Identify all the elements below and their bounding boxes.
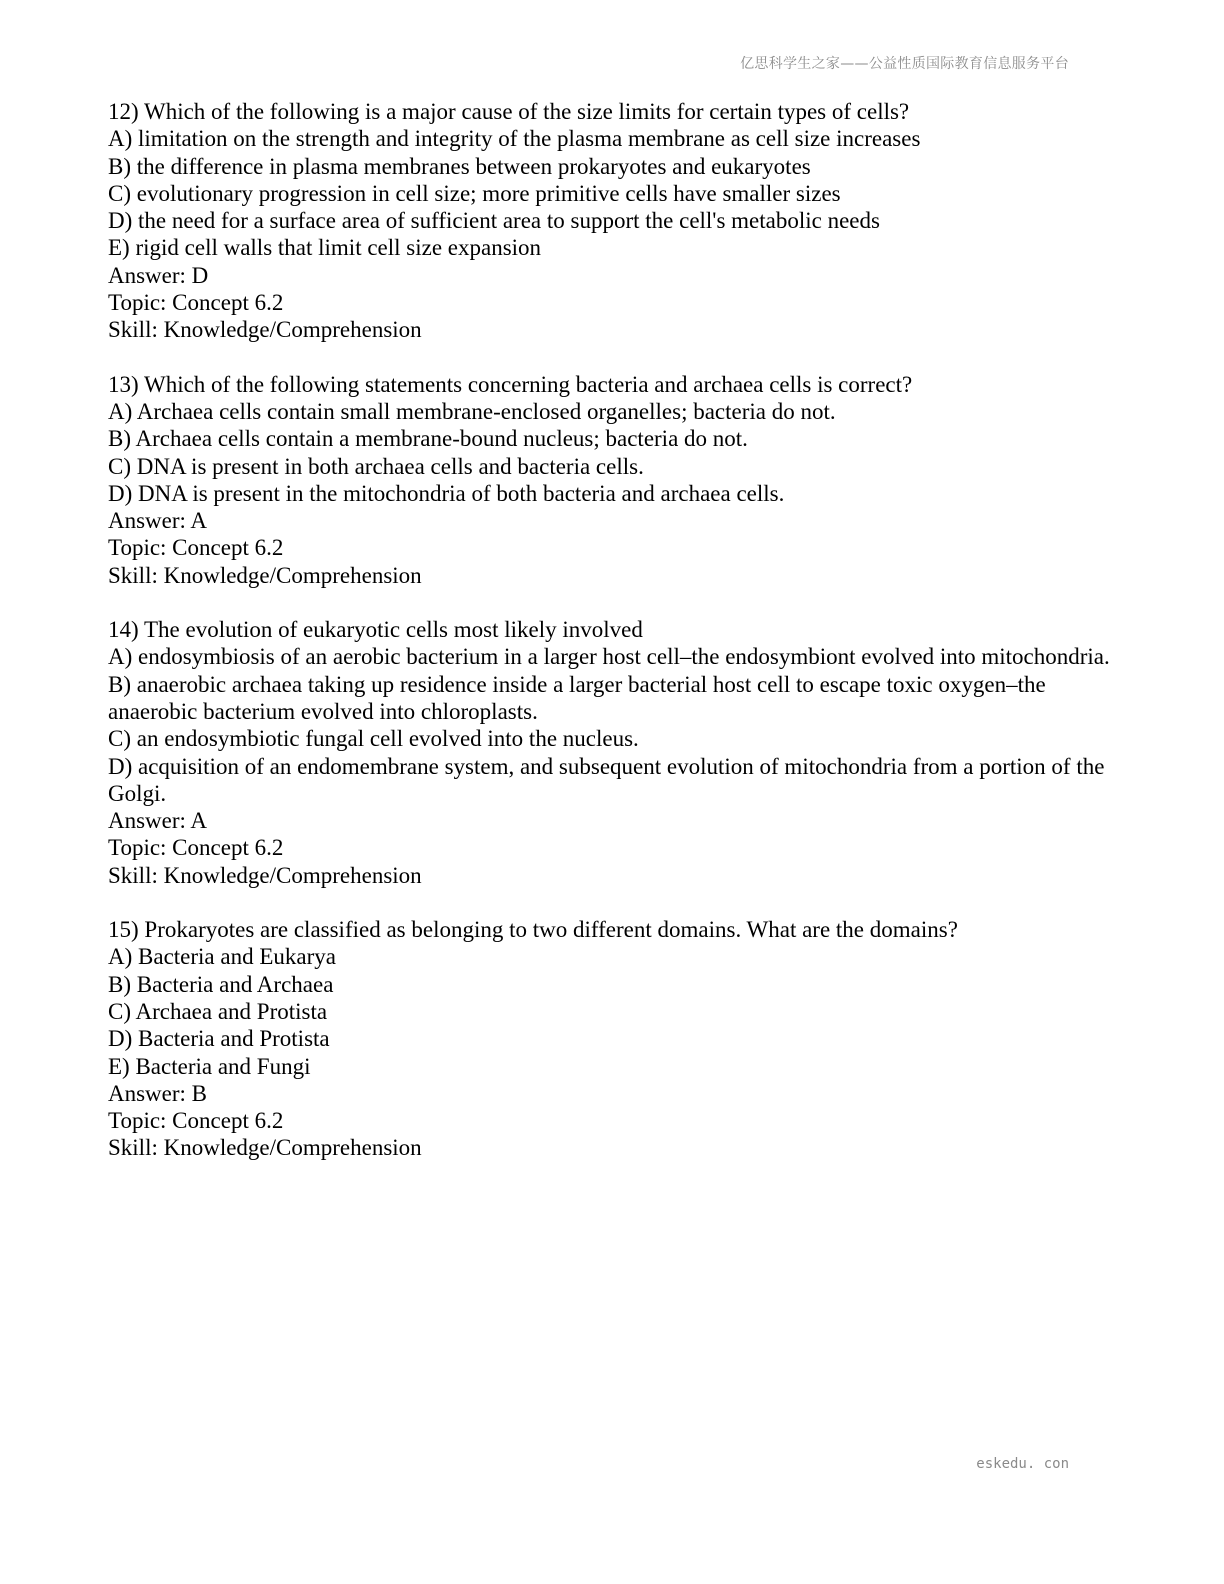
footer-site-watermark: eskedu. con bbox=[976, 1456, 1069, 1472]
option-a: A) limitation on the strength and integrity of the plasma membrane as cell size increases bbox=[108, 126, 921, 152]
question-stem: 14) The evolution of eukaryotic cells most likely involved bbox=[108, 617, 643, 643]
option-d: D) acquisition of an endomembrane system, and subsequent evolution of mitochondria from a portion of the Golgi. bbox=[108, 753, 1105, 806]
topic-line: Topic: Concept 6.2 bbox=[108, 1108, 284, 1134]
option-d: D) the need for a surface area of sufficient area to support the cell's metabolic needs bbox=[108, 208, 880, 234]
option-c: C) evolutionary progression in cell size; more primitive cells have smaller sizes bbox=[108, 180, 841, 206]
document-body bbox=[108, 98, 1118, 1189]
option-e: E) rigid cell walls that limit cell size expansion bbox=[108, 235, 542, 261]
option-a: A) Bacteria and Eukarya bbox=[108, 944, 336, 970]
answer-line: Answer: A bbox=[108, 808, 208, 834]
header-watermark: 亿思科学生之家——公益性质国际教育信息服务平台 bbox=[740, 56, 1069, 72]
question-13 bbox=[108, 371, 1118, 589]
skill-line: Skill: Knowledge/Comprehension bbox=[108, 562, 422, 588]
option-c: C) Archaea and Protista bbox=[108, 998, 328, 1024]
question-14 bbox=[108, 616, 1118, 889]
option-e: E) Bacteria and Fungi bbox=[108, 1053, 311, 1079]
option-a: A) endosymbiosis of an aerobic bacterium in a larger host cell–the endosymbiont evolved into mitochondria. bbox=[108, 644, 1110, 670]
question-stem: 15) Prokaryotes are classified as belonging to two different domains. What are the domains? bbox=[108, 917, 958, 943]
topic-line: Topic: Concept 6.2 bbox=[108, 835, 284, 861]
question-15 bbox=[108, 916, 1118, 1162]
option-b: B) Archaea cells contain a membrane-bound nucleus; bacteria do not. bbox=[108, 426, 748, 452]
answer-line: Answer: D bbox=[108, 262, 209, 288]
option-d: D) DNA is present in the mitochondria of both bacteria and archaea cells. bbox=[108, 480, 785, 506]
option-b: B) anaerobic archaea taking up residence inside a larger bacterial host cell to escape toxic oxygen–the anaerobic bacterium evolved into chloroplasts. bbox=[108, 671, 1046, 724]
option-d: D) Bacteria and Protista bbox=[108, 1026, 330, 1052]
option-c: C) DNA is present in both archaea cells and bacteria cells. bbox=[108, 453, 644, 479]
skill-line: Skill: Knowledge/Comprehension bbox=[108, 862, 422, 888]
option-b: B) Bacteria and Archaea bbox=[108, 971, 334, 997]
topic-line: Topic: Concept 6.2 bbox=[108, 290, 284, 316]
question-12 bbox=[108, 98, 1118, 344]
option-a: A) Archaea cells contain small membrane-enclosed organelles; bacteria do not. bbox=[108, 398, 836, 424]
answer-line: Answer: B bbox=[108, 1080, 208, 1106]
question-stem: 13) Which of the following statements concerning bacteria and archaea cells is correct? bbox=[108, 371, 913, 397]
option-c: C) an endosymbiotic fungal cell evolved into the nucleus. bbox=[108, 726, 639, 752]
option-b: B) the difference in plasma membranes between prokaryotes and eukaryotes bbox=[108, 153, 811, 179]
question-stem: 12) Which of the following is a major cause of the size limits for certain types of cells? bbox=[108, 99, 910, 124]
skill-line: Skill: Knowledge/Comprehension bbox=[108, 1135, 422, 1161]
skill-line: Skill: Knowledge/Comprehension bbox=[108, 317, 422, 343]
answer-line: Answer: A bbox=[108, 508, 208, 534]
topic-line: Topic: Concept 6.2 bbox=[108, 535, 284, 561]
